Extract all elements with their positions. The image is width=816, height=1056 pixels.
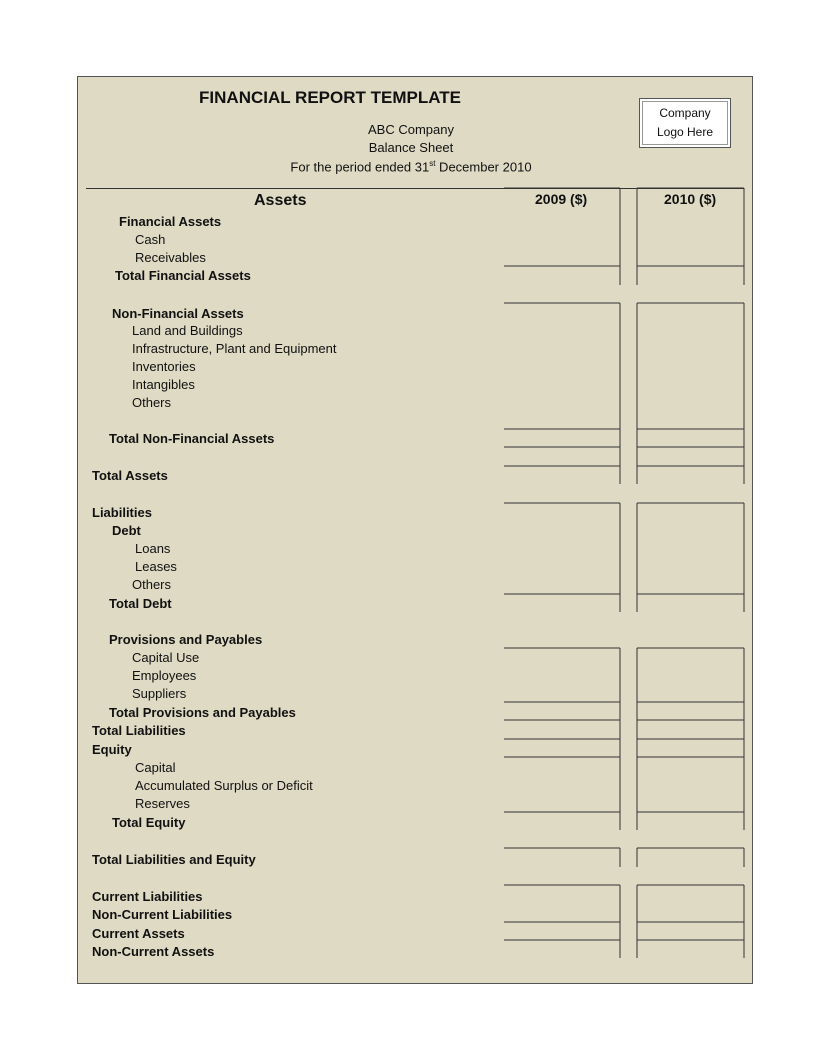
report-title: FINANCIAL REPORT TEMPLATE — [199, 88, 461, 107]
logo-line-1: Company — [659, 106, 711, 120]
row-label: Land and Buildings — [132, 323, 243, 338]
row-label: Financial Assets — [119, 214, 222, 229]
period-suffix: st — [429, 159, 436, 168]
logo-line-2: Logo Here — [656, 125, 714, 139]
row-label: Loans — [135, 541, 171, 556]
row-label: Non-Financial Assets — [112, 306, 244, 321]
row-label: Intangibles — [132, 377, 195, 392]
column-header-2010: 2010 ($) — [664, 191, 717, 207]
row-label: Current Liabilities — [92, 889, 203, 904]
row-label: Non-Current Liabilities — [92, 907, 233, 922]
row-label: Infrastructure, Plant and Equipment — [132, 341, 337, 356]
row-label: Current Assets — [92, 926, 185, 941]
row-label: Cash — [135, 232, 166, 247]
row-label: Others — [132, 395, 172, 410]
row-label: Total Liabilities and Equity — [92, 852, 256, 867]
row-label: Non-Current Assets — [92, 944, 215, 959]
row-label: Capital — [135, 760, 176, 775]
row-label: Equity — [92, 742, 132, 757]
statement-name: Balance Sheet — [368, 140, 454, 155]
row-label: Employees — [132, 668, 197, 683]
row-label: Total Non-Financial Assets — [109, 431, 275, 446]
row-label: Capital Use — [132, 650, 200, 665]
period-prefix: For the period ended 31 — [290, 159, 430, 175]
row-label: Others — [132, 577, 172, 592]
row-label: Suppliers — [132, 686, 187, 701]
assets-header: Assets — [254, 192, 307, 209]
row-label: Total Equity — [112, 815, 186, 830]
row-label: Total Provisions and Payables — [109, 705, 296, 720]
row-label: Receivables — [135, 250, 206, 265]
row-label: Total Debt — [109, 596, 172, 611]
row-label: Inventories — [132, 359, 196, 374]
row-label: Debt — [112, 523, 141, 538]
row-label: Leases — [135, 559, 177, 574]
row-label: Total Liabilities — [92, 723, 186, 738]
row-label: Reserves — [135, 796, 190, 811]
column-header-2009: 2009 ($) — [535, 191, 588, 207]
company-name: ABC Company — [368, 122, 454, 137]
row-label: Provisions and Payables — [109, 632, 263, 647]
row-label: Total Assets — [92, 468, 168, 483]
row-label: Liabilities — [92, 505, 152, 520]
row-label: Total Financial Assets — [115, 268, 251, 283]
row-label: Accumulated Surplus or Deficit — [135, 778, 313, 793]
period-rest: December 2010 — [435, 159, 532, 175]
